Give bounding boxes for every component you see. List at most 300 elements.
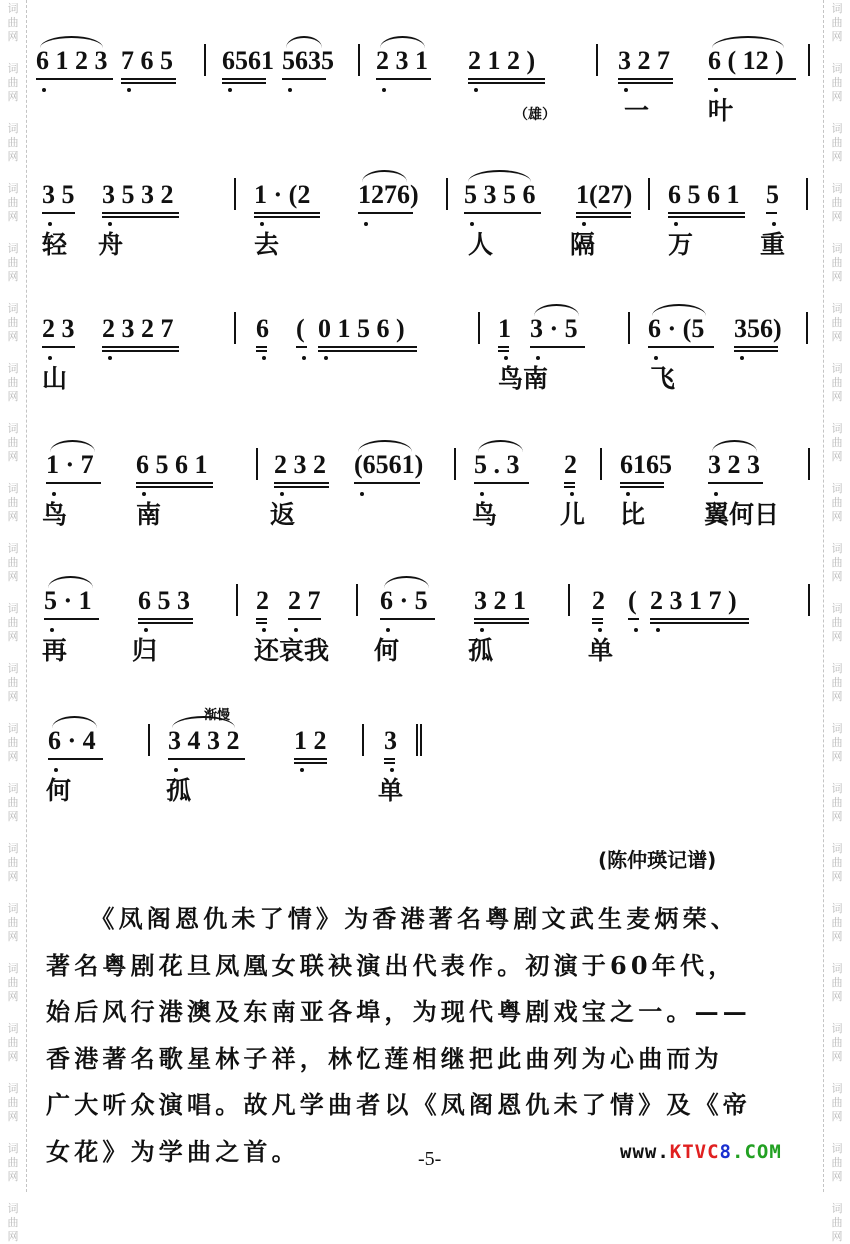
watermark-char: 词 (831, 1022, 843, 1035)
watermark-char: 网 (7, 1050, 19, 1063)
octave-dot (582, 222, 586, 226)
barline (568, 584, 570, 616)
watermark-char: 曲 (7, 316, 19, 329)
octave-dot (714, 492, 718, 496)
note-group: 5 . 3 (474, 450, 520, 479)
beam-line (256, 350, 267, 352)
watermark-char: 词 (831, 422, 843, 435)
watermark-char: 曲 (831, 1156, 843, 1169)
lyric-syllable: 鸟 (42, 500, 68, 529)
octave-dot (360, 492, 364, 496)
watermark-char: 曲 (831, 316, 843, 329)
barline (628, 312, 630, 344)
beam-line (254, 216, 320, 218)
lyric-syllable: 重 (760, 230, 786, 259)
lyric-syllable: 人 (468, 230, 494, 259)
watermark-char: 词 (7, 182, 19, 195)
watermark-char: 网 (831, 390, 843, 403)
lyric-syllable: 何 (46, 776, 72, 805)
beam-line (650, 618, 749, 620)
barline (358, 44, 360, 76)
watermark-char: 网 (7, 930, 19, 943)
beam-line (380, 618, 435, 620)
note-group: 6 · 5 (380, 586, 428, 615)
octave-dot (52, 492, 56, 496)
paragraph-line: 著名粤剧花旦凤凰女联袂演出代表作。初演于60年代， (46, 950, 737, 980)
beam-line (42, 346, 75, 348)
watermark-char: 词 (831, 1082, 843, 1095)
watermark-char: 网 (7, 570, 19, 583)
watermark-char: 网 (7, 510, 19, 523)
barline (808, 448, 810, 480)
beam-line (256, 622, 267, 624)
barline (362, 724, 364, 756)
octave-dot (50, 628, 54, 632)
barline (234, 312, 236, 344)
note-group: 0 1 5 6 ) (318, 314, 405, 343)
note-group: 3 (384, 726, 397, 755)
note-group: 5 (766, 180, 779, 209)
watermark-char: 网 (7, 630, 19, 643)
note-group: 2 7 (288, 586, 321, 615)
watermark-char: 词 (7, 542, 19, 555)
paragraph-line: 香港著名歌星林子祥，林忆莲相继把此曲列为心曲而为 (46, 1043, 723, 1073)
beam-line (474, 618, 529, 620)
beam-line (102, 346, 179, 348)
watermark-char: 曲 (7, 436, 19, 449)
beam-line (708, 482, 763, 484)
watermark-char: 曲 (7, 1096, 19, 1109)
beam-line (48, 758, 103, 760)
note-group: 5 3 5 6 (464, 180, 536, 209)
site-part: 8 (719, 1141, 732, 1163)
lyrics-line (36, 636, 816, 672)
octave-dot (300, 768, 304, 772)
octave-dot (382, 88, 386, 92)
beam-line (564, 486, 575, 488)
note-group: 2 (592, 586, 605, 615)
octave-dot (570, 492, 574, 496)
watermark-char: 词 (831, 62, 843, 75)
barline (600, 448, 602, 480)
beam-line (282, 78, 326, 80)
watermark-char: 曲 (7, 796, 19, 809)
lyric-syllable: 单 (588, 636, 614, 665)
watermark-char: 曲 (7, 16, 19, 29)
watermark-char: 曲 (7, 976, 19, 989)
barline (808, 584, 810, 616)
note-group: ( (628, 586, 637, 615)
beam-line (650, 622, 749, 624)
watermark-group (0, 122, 26, 164)
watermark-char: 曲 (7, 256, 19, 269)
watermark-char: 词 (831, 902, 843, 915)
watermark-char: 词 (7, 602, 19, 615)
watermark-group (0, 722, 26, 764)
barline (256, 448, 258, 480)
notation-line (36, 708, 816, 768)
note-group: 5635 (282, 46, 334, 75)
note-group: 6 5 3 (138, 586, 190, 615)
watermark-group (0, 422, 26, 464)
watermark-char: 曲 (831, 976, 843, 989)
lyrics-line (36, 776, 816, 812)
watermark-char: 网 (7, 270, 19, 283)
watermark-char: 词 (831, 662, 843, 675)
beam-line (138, 618, 193, 620)
watermark-char: 词 (831, 302, 843, 315)
beam-line (256, 346, 267, 348)
watermark-char: 词 (831, 242, 843, 255)
note-group: 2 3 2 7 (102, 314, 174, 343)
barline (596, 44, 598, 76)
watermark-char: 网 (7, 90, 19, 103)
site-part: .COM (732, 1141, 782, 1163)
note-group: 1 (498, 314, 511, 343)
note-group: 1276) (358, 180, 419, 209)
beam-line (138, 622, 193, 624)
beam-line (468, 78, 545, 80)
paragraph-line: 广大听众演唱。故凡学曲者以《凤阁恩仇未了情》及《帝 (46, 1090, 751, 1119)
octave-dot (536, 356, 540, 360)
octave-dot (474, 88, 478, 92)
beam-line (474, 482, 529, 484)
site-part: KTV (669, 1141, 708, 1163)
watermark-char: 词 (7, 1142, 19, 1155)
watermark-group (824, 1022, 850, 1064)
watermark-char: 曲 (7, 376, 19, 389)
beam-line (708, 78, 796, 80)
octave-dot (108, 222, 112, 226)
notation-line (36, 38, 816, 88)
watermark-char: 词 (7, 782, 19, 795)
watermark-group (0, 2, 26, 44)
lyric-syllable: 舟 (98, 230, 124, 259)
octave-dot (260, 222, 264, 226)
watermark-char: 网 (7, 210, 19, 223)
octave-dot (654, 356, 658, 360)
beam-line (222, 78, 266, 80)
notation-line (36, 306, 816, 356)
watermark-char: 网 (831, 450, 843, 463)
octave-dot (48, 356, 52, 360)
watermark-group (0, 362, 26, 404)
notation-line (36, 578, 816, 628)
watermark-group (824, 842, 850, 884)
beam-line (498, 346, 509, 348)
watermark-group (0, 302, 26, 344)
octave-dot (598, 628, 602, 632)
watermark-char: 词 (7, 482, 19, 495)
note-group: 3 5 3 2 (102, 180, 174, 209)
watermark-char: 曲 (7, 556, 19, 569)
octave-dot (228, 88, 232, 92)
watermark-group (0, 842, 26, 884)
paragraph-line: 始后风行港澳及东南亚各埠，为现代粤剧戏宝之一。—— (46, 997, 751, 1026)
lyric-syllable: 南 (136, 500, 162, 529)
beam-line (628, 618, 639, 620)
barline (806, 312, 808, 344)
beam-line (294, 758, 327, 760)
watermark-char: 网 (831, 1170, 843, 1183)
watermark-char: 网 (7, 810, 19, 823)
notation-line (36, 172, 816, 222)
description-paragraph (46, 896, 816, 1175)
barline (234, 178, 236, 210)
beam-line (384, 762, 395, 764)
watermark-char: 网 (7, 1230, 19, 1243)
final-barline (416, 724, 422, 756)
octave-dot (470, 222, 474, 226)
lyric-syllable: 万 (668, 230, 694, 259)
lyric-syllable: 翼何日 (704, 500, 780, 529)
watermark-char: 网 (831, 90, 843, 103)
watermark-strip-right (823, 0, 850, 1243)
barline (806, 178, 808, 210)
watermark-group (824, 602, 850, 644)
watermark-char: 曲 (831, 256, 843, 269)
beam-line (102, 350, 179, 352)
octave-dot (504, 356, 508, 360)
watermark-group (824, 182, 850, 224)
octave-dot (174, 768, 178, 772)
watermark-char: 网 (7, 750, 19, 763)
watermark-group (0, 1082, 26, 1124)
lyric-syllable: 一 (624, 96, 650, 125)
beam-line (592, 622, 603, 624)
watermark-group (824, 962, 850, 1004)
watermark-char: 网 (7, 150, 19, 163)
watermark-char: 曲 (831, 436, 843, 449)
barline (454, 448, 456, 480)
watermark-char: 曲 (831, 736, 843, 749)
lyric-syllable: 孤 (468, 636, 494, 665)
watermark-char: 曲 (7, 1036, 19, 1049)
watermark-char: 曲 (7, 136, 19, 149)
watermark-char: 曲 (831, 1216, 843, 1229)
watermark-char: 词 (831, 1142, 843, 1155)
lyric-syllable: 单 (378, 776, 404, 805)
watermark-group (824, 902, 850, 944)
watermark-char: 曲 (7, 76, 19, 89)
beam-line (256, 618, 267, 620)
beam-line (464, 212, 541, 214)
watermark-group (824, 1202, 850, 1244)
octave-dot (634, 628, 638, 632)
beam-line (294, 762, 327, 764)
watermark-group (824, 542, 850, 584)
watermark-char: 网 (7, 690, 19, 703)
note-group: 2 (564, 450, 577, 479)
octave-dot (280, 492, 284, 496)
watermark-char: 词 (7, 242, 19, 255)
note-group: 2 3 1 (376, 46, 428, 75)
beam-line (576, 212, 631, 214)
page-number: -5- (418, 1148, 442, 1170)
watermark-char: 词 (831, 482, 843, 495)
beam-line (620, 482, 664, 484)
lyric-syllable: 去 (254, 230, 280, 259)
note-group: 3 · 5 (530, 314, 578, 343)
watermark-char: 曲 (831, 676, 843, 689)
lyrics-line (36, 230, 816, 266)
watermark-char: 网 (831, 30, 843, 43)
watermark-char: 词 (7, 902, 19, 915)
beam-line (564, 482, 575, 484)
beam-line (102, 212, 179, 214)
watermark-char: 网 (7, 990, 19, 1003)
beam-line (618, 78, 673, 80)
watermark-char: 曲 (7, 736, 19, 749)
octave-dot (54, 768, 58, 772)
note-group: 6 · 4 (48, 726, 96, 755)
note-group: 3 4 3 2 (168, 726, 240, 755)
site-watermark-logo (620, 1141, 782, 1163)
watermark-char: 曲 (831, 496, 843, 509)
watermark-char: 词 (831, 962, 843, 975)
watermark-char: 网 (831, 630, 843, 643)
transcriber-credit: (陈仲瑛记谱) (598, 848, 717, 872)
octave-dot (740, 356, 744, 360)
watermark-group (0, 962, 26, 1004)
watermark-char: 曲 (831, 556, 843, 569)
watermark-char: 词 (7, 842, 19, 855)
lyric-syllable: 何 (374, 636, 400, 665)
lyrics-line (36, 500, 816, 536)
watermark-char: 曲 (831, 616, 843, 629)
watermark-char: 词 (831, 2, 843, 15)
watermark-char: 词 (7, 2, 19, 15)
note-group: 3 2 3 (708, 450, 760, 479)
watermark-char: 网 (7, 330, 19, 343)
beam-line (296, 346, 307, 348)
octave-dot (772, 222, 776, 226)
watermark-strip-left (0, 0, 27, 1243)
octave-dot (48, 222, 52, 226)
watermark-char: 曲 (831, 76, 843, 89)
beam-line (288, 618, 321, 620)
beam-line (318, 346, 417, 348)
barline (236, 584, 238, 616)
note-group: 6165 (620, 450, 672, 479)
watermark-char: 网 (831, 570, 843, 583)
note-group: 6 (256, 314, 269, 343)
octave-dot (302, 356, 306, 360)
watermark-char: 网 (7, 30, 19, 43)
beam-line (474, 622, 529, 624)
note-group: ( (296, 314, 305, 343)
note-group: 2 3 1 7 ) (650, 586, 737, 615)
watermark-char: 曲 (831, 376, 843, 389)
paragraph-line: 女花》为学曲之首。 (46, 1136, 300, 1166)
watermark-group (824, 122, 850, 164)
watermark-char: 曲 (7, 856, 19, 869)
notation-line (36, 442, 816, 492)
beam-line (121, 78, 176, 80)
watermark-group (824, 362, 850, 404)
note-group: 6 5 6 1 (136, 450, 208, 479)
beam-line (498, 350, 509, 352)
note-group: 5 · 1 (44, 586, 92, 615)
watermark-char: 网 (7, 870, 19, 883)
watermark-char: 词 (831, 782, 843, 795)
tempo-marking: 渐慢 (204, 708, 231, 723)
barline (356, 584, 358, 616)
barline (648, 178, 650, 210)
watermark-group (0, 782, 26, 824)
note-group: 356) (734, 314, 782, 343)
site-part: www. (620, 1141, 670, 1163)
beam-line (384, 758, 395, 760)
beam-line (274, 482, 329, 484)
octave-dot (142, 492, 146, 496)
note-group: 3 5 (42, 180, 75, 209)
beam-line (668, 216, 745, 218)
octave-dot (127, 88, 131, 92)
note-group: 2 (256, 586, 269, 615)
barline (808, 44, 810, 76)
watermark-char: 网 (831, 930, 843, 943)
octave-dot (288, 88, 292, 92)
watermark-char: 曲 (831, 16, 843, 29)
watermark-char: 曲 (831, 136, 843, 149)
octave-dot (42, 88, 46, 92)
watermark-group (0, 1202, 26, 1244)
watermark-stack (0, 0, 26, 1244)
note-group: 3 2 7 (618, 46, 670, 75)
barline (204, 44, 206, 76)
octave-dot (480, 628, 484, 632)
watermark-group (0, 482, 26, 524)
beam-line (36, 78, 113, 80)
beam-line (46, 482, 101, 484)
note-group: (6561) (354, 450, 424, 479)
watermark-group (0, 542, 26, 584)
octave-dot (626, 492, 630, 496)
watermark-group (824, 1142, 850, 1184)
note-group: 6 ( 12 ) (708, 46, 784, 75)
watermark-group (824, 2, 850, 44)
watermark-char: 网 (7, 450, 19, 463)
octave-dot (656, 628, 660, 632)
beam-line (44, 618, 99, 620)
watermark-char: 网 (831, 750, 843, 763)
watermark-char: 词 (7, 722, 19, 735)
watermark-char: 曲 (831, 856, 843, 869)
watermark-char: 曲 (7, 616, 19, 629)
watermark-char: 网 (7, 390, 19, 403)
octave-dot (262, 628, 266, 632)
note-group: 1(27) (576, 180, 633, 209)
watermark-char: 词 (831, 542, 843, 555)
watermark-char: 词 (7, 302, 19, 315)
beam-line (468, 82, 545, 84)
beam-line (618, 82, 673, 84)
voice-role-label: （雄） (514, 107, 556, 123)
watermark-char: 网 (831, 990, 843, 1003)
watermark-char: 曲 (831, 196, 843, 209)
beam-line (42, 212, 75, 214)
beam-line (620, 486, 664, 488)
octave-dot (364, 222, 368, 226)
site-part: C (707, 1141, 720, 1163)
watermark-char: 网 (831, 1110, 843, 1123)
lyric-syllable: 轻 (42, 230, 68, 259)
watermark-char: 词 (7, 122, 19, 135)
lyric-syllable: 叶 (708, 96, 734, 125)
beam-line (168, 758, 245, 760)
watermark-char: 词 (7, 62, 19, 75)
